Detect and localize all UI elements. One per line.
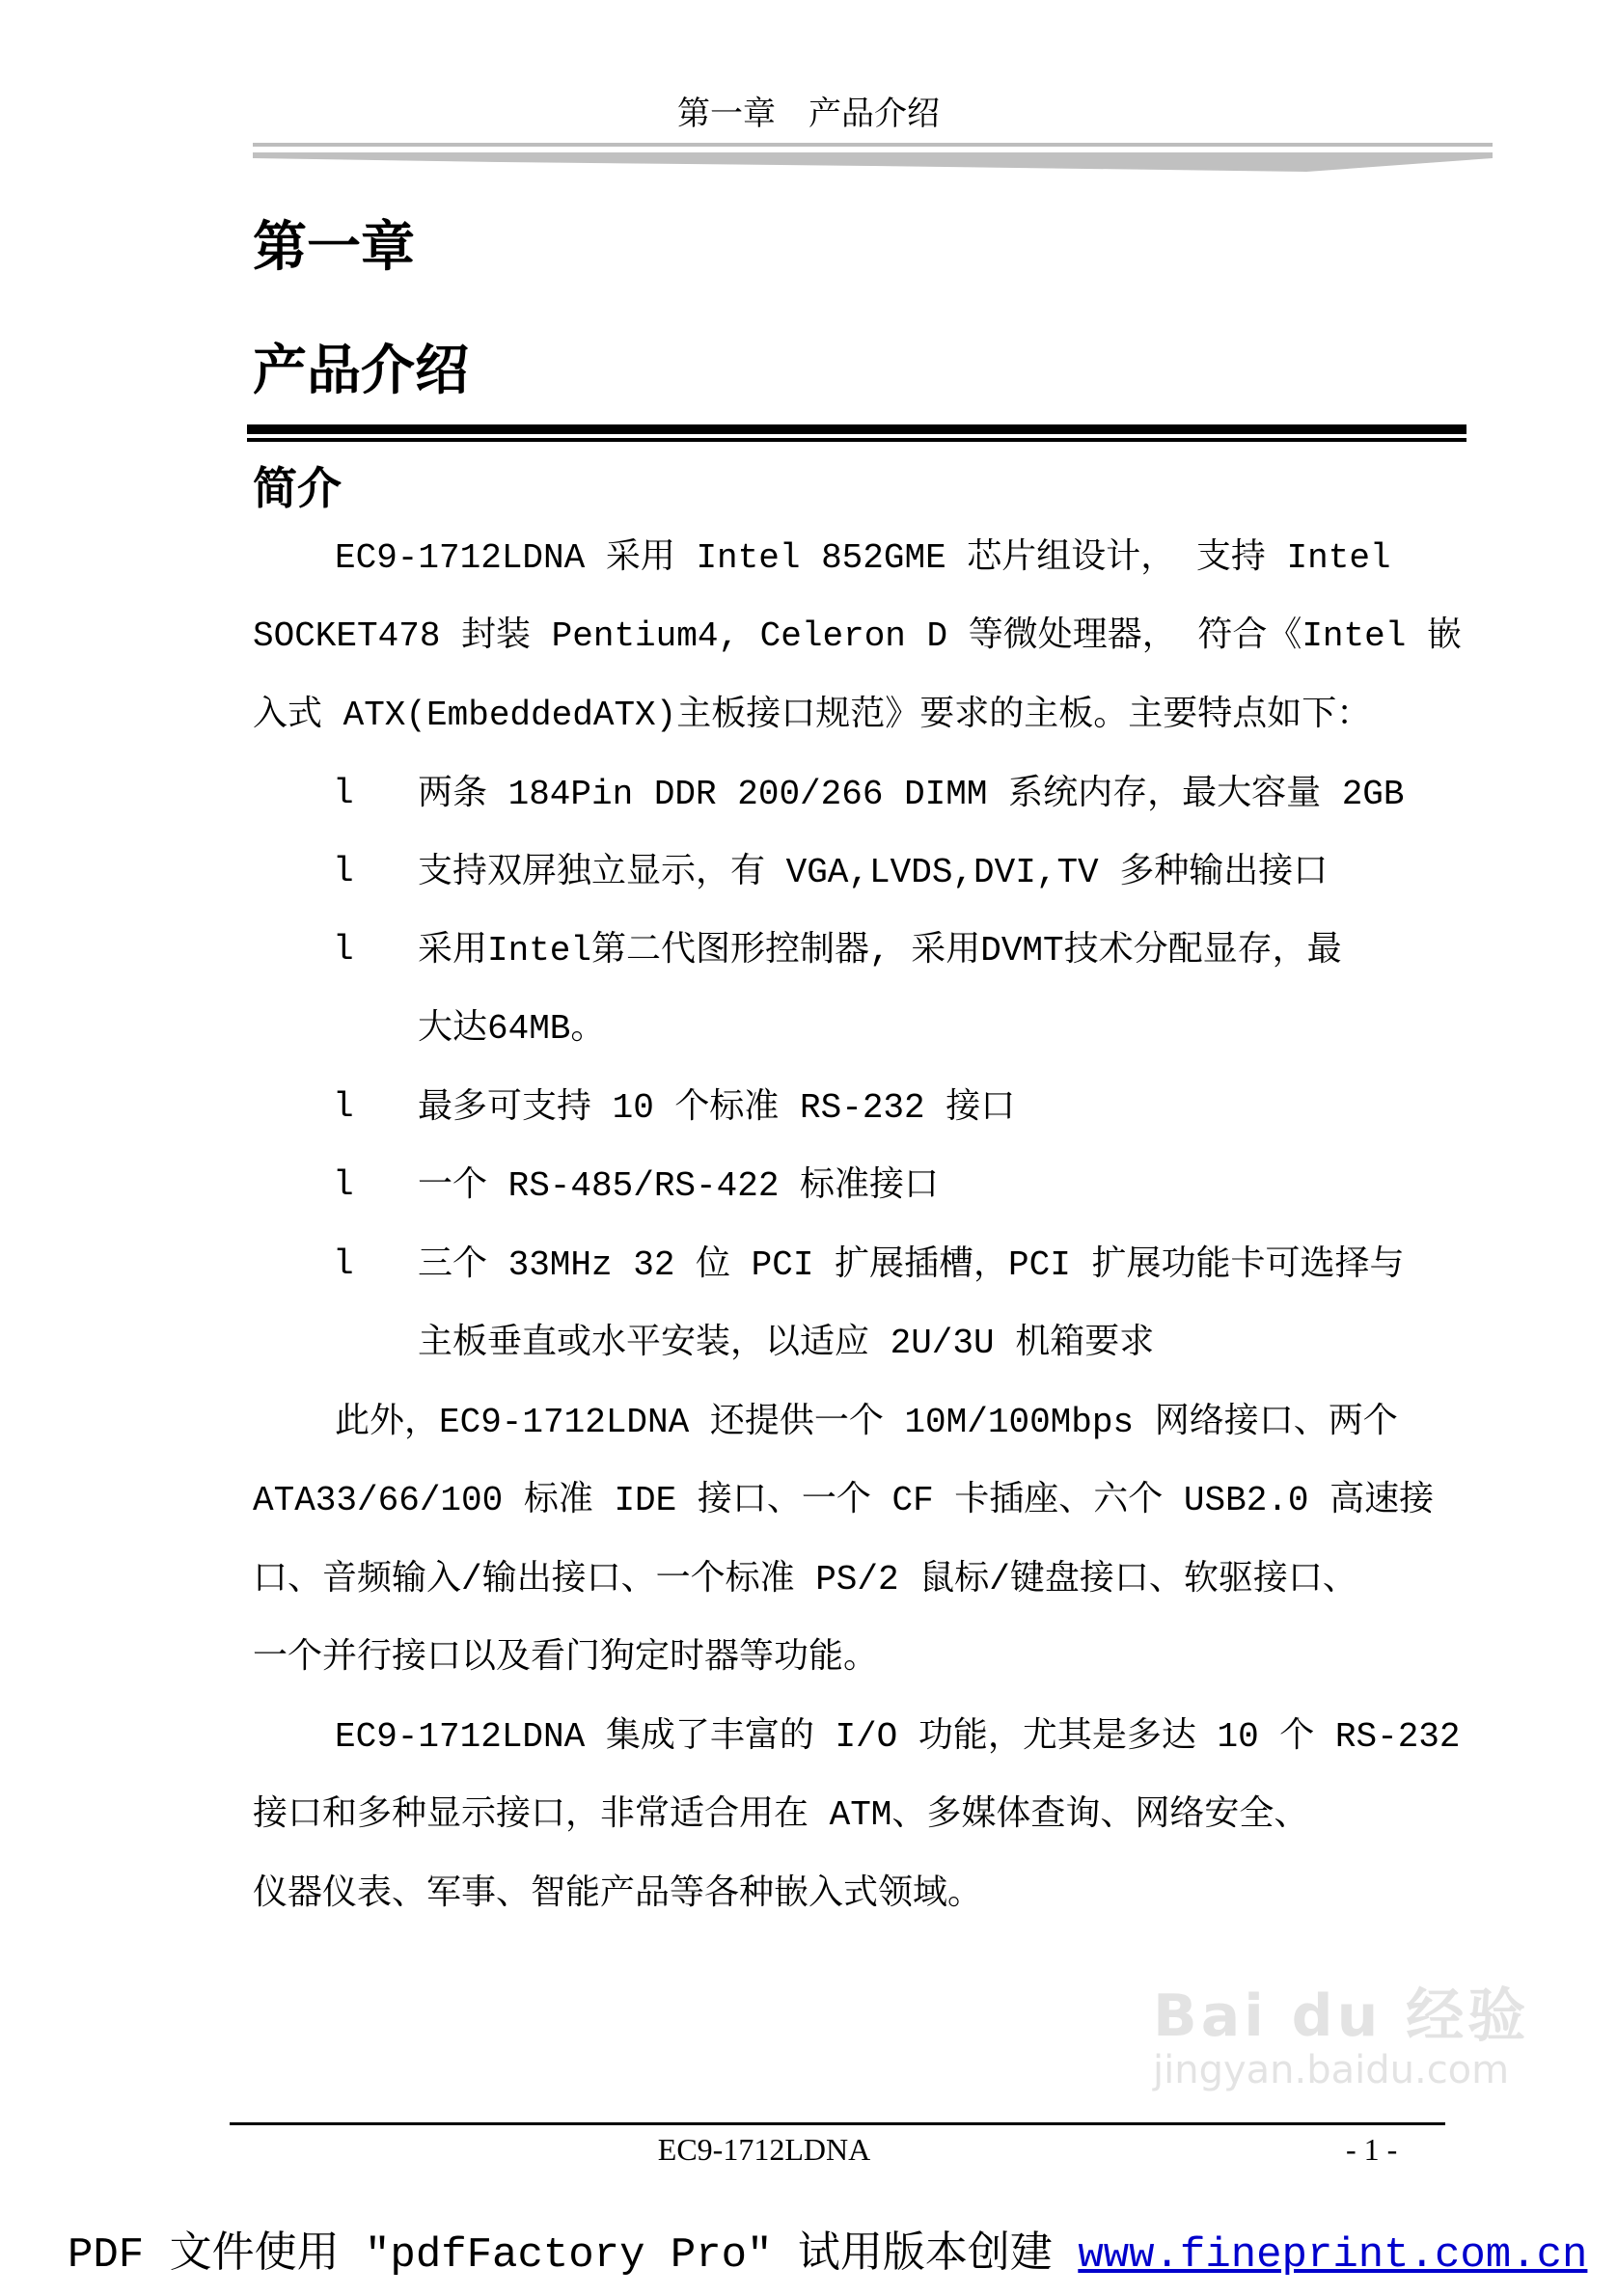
bullet-marker: l (333, 774, 354, 813)
bullet-item-line: 三个 33MHz 32 位 PCI 扩展插槽，PCI 扩展功能卡可选择与 (418, 1245, 1405, 1285)
bullet-marker: l (333, 852, 354, 891)
paragraph-line: 口、音频输入/输出接口、一个标准 PS/2 鼠标/键盘接口、软驱接口、 (253, 1560, 1357, 1599)
section-title: 简介 (253, 462, 342, 514)
header-decorative-rule (253, 152, 1493, 172)
running-header: 第一章 产品介绍 (677, 95, 940, 133)
watermark-url: jingyan.baidu.com (1153, 2048, 1510, 2092)
page-number: - 1 - (1346, 2132, 1398, 2167)
bullet-item-line: 大达64MB。 (418, 1009, 606, 1049)
footer-model: EC9-1712LDNA (657, 2132, 871, 2167)
paragraph-line: EC9-1712LDNA 采用 Intel 852GME 芯片组设计， 支持 Intel (335, 538, 1391, 578)
chapter-rule-thick (247, 424, 1466, 434)
paragraph-line: EC9-1712LDNA 集成了丰富的 I/O 功能，尤其是多达 10 个 RS-232 (335, 1717, 1461, 1757)
bullet-item-line: 一个 RS-485/RS-422 标准接口 (418, 1166, 940, 1206)
header-rule (253, 143, 1493, 147)
footer-rule (230, 2122, 1445, 2125)
pdf-notice-text: PDF 文件使用 "pdfFactory Pro" 试用版本创建 (68, 2231, 1079, 2280)
fineprint-link[interactable]: www.fineprint.com.cn (1078, 2231, 1588, 2280)
bullet-item-line: 支持双屏独立显示，有 VGA,LVDS,DVI,TV 多种输出接口 (418, 853, 1329, 892)
bullet-marker: l (333, 1244, 354, 1284)
chapter-number: 第一章 (253, 216, 415, 279)
paragraph-line: 一个并行接口以及看门狗定时器等功能。 (253, 1638, 879, 1678)
paragraph-line: ATA33/66/100 标准 IDE 接口、一个 CF 卡插座、六个 USB2.0 高速接 (253, 1481, 1435, 1520)
bullet-marker: l (333, 930, 354, 970)
paragraph-line: 此外，EC9-1712LDNA 还提供一个 10M/100Mbps 网络接口、两个 (335, 1403, 1398, 1442)
paragraph-line: 接口和多种显示接口，非常适合用在 ATM、多媒体查询、网络安全、 (253, 1795, 1309, 1835)
baidu-watermark (1153, 1982, 1530, 2092)
bullet-marker: l (333, 1087, 354, 1127)
bullet-item-line: 最多可支持 10 个标准 RS-232 接口 (418, 1088, 1016, 1128)
chapter-title: 产品介绍 (253, 340, 469, 402)
bullet-item-line: 主板垂直或水平安装，以适应 2U/3U 机箱要求 (418, 1324, 1155, 1363)
pdf-notice (68, 2217, 1587, 2280)
paragraph-line: 仪器仪表、军事、智能产品等各种嵌入式领域。 (253, 1874, 983, 1914)
bullet-marker: l (333, 1165, 354, 1205)
paragraph-line: 入式 ATX(EmbeddedATX)主板接口规范》要求的主板。主要特点如下： (253, 696, 1372, 735)
watermark-brand: Bai du 经验 (1153, 1982, 1530, 2050)
paragraph-line: SOCKET478 封装 Pentium4, Celeron D 等微处理器， 符合《Intel 嵌 (253, 616, 1462, 656)
bullet-item-line: 采用Intel第二代图形控制器, 采用DVMT技术分配显存，最 (418, 931, 1342, 970)
chapter-rule-thin (247, 438, 1466, 442)
bullet-item-line: 两条 184Pin DDR 200/266 DIMM 系统内存，最大容量 2GB (418, 775, 1405, 814)
